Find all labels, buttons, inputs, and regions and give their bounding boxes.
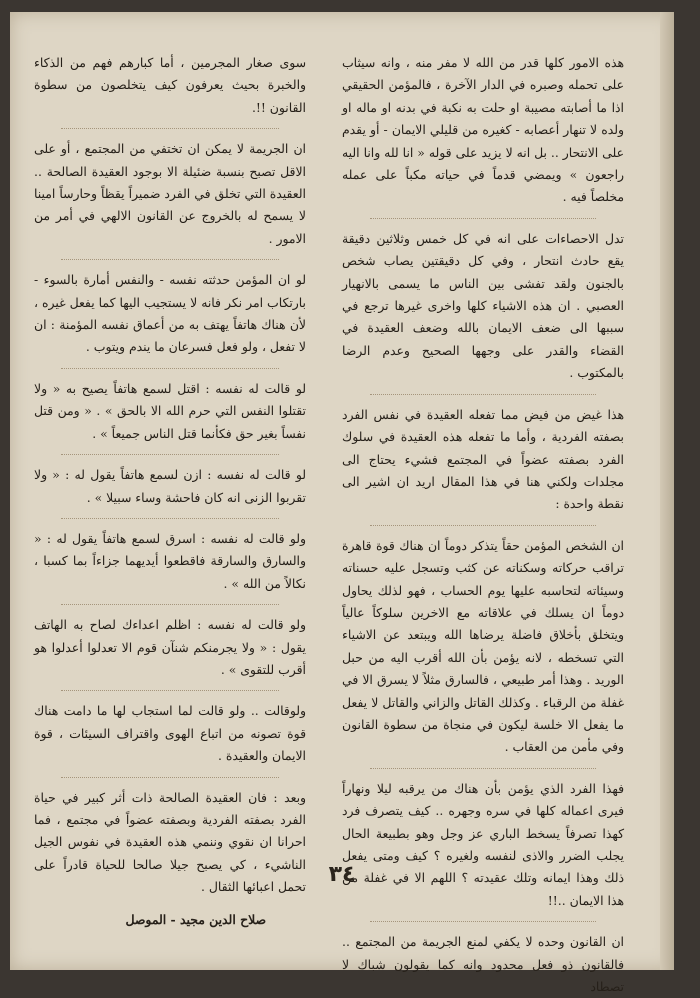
right-paragraph-1: هذه الامور كلها قدر من الله لا مفر منه ، وانه سيثاب على تحمله وصبره في الدار الآخرة ، فالمؤمن الحقيقي اذا ما أصابته مصيبة او حلت به نكبة في بدنه او ماله او ولده لا تنهار أعصابه - كغيره من قليلي الايمان - أو يقدم على الانتحار .. بل انه لا يزيد على قوله « انا لله وانا اليه راجعون » ويمضي قدماً في حياته مكباً على عمله مخلصاً فيه .: [342, 55, 624, 205]
left-paragraph-2: ان الجريمة لا يمكن ان تختفي من المجتمع ، أو على الاقل تصبح بنسبة ضئيلة الا بوجود العقيدة الصالحة .. العقيدة التي تخلق في الفرد ضميراً يقظاً وحارساً امينا لا يسمح له بالخروج عن القانون الالهي في أمر من الامور .: [34, 141, 306, 246]
page-spine: [660, 12, 674, 970]
left-paragraph-7: ولو قالت له نفسه : اظلم اعداءك لصاح به الهاتف يقول : « ولا يجرمنكم شنآن قوم الا تعدلوا أعدلوا هو أقرب للتقوى » .: [34, 617, 306, 677]
right-paragraph-2: تدل الاحصاءات على انه في كل خمس وثلاثين دقيقة يقع حادث انتحار ، وفي كل دقيقتين يصاب شخص بالجنون ولقد تفشى بين الناس ما يسمى بالانهيار العصبي . ان هذه الاشياء كلها واخرى غيرها ترجع في سببها الى ضعف الايمان بالله وضعف العقيدة في القضاء والقدر على وجهها الصحيح وعدم الرضا بالمكتوب .: [342, 230, 624, 381]
page-number: ٣٤: [328, 862, 356, 887]
left-paragraph-5: لو قالت له نفسه : ازن لسمع هاتفاً يقول له : « ولا تقربوا الزنى انه كان فاحشة وساء سبيلا » .: [34, 467, 306, 505]
separator: [61, 259, 279, 260]
right-paragraph-5: فهذا الفرد الذي يؤمن بأن هناك من يرقبه ليلا ونهاراً فيرى اعماله كلها في سره وجهره .. كيف يتصرف فرد كهذا تصرفاً يسخط الباري عز وجل وهو بطبيعة الحال يجلب الضرر والاذى لنفسه ولغيره ؟ كيف ومتى يفعل ذلك وهذا ايمانه وتلك عقيدته ؟ اللهم الا في غفلة من هذا الايمان ..!!: [342, 780, 624, 908]
separator: [370, 525, 596, 526]
separator: [61, 604, 279, 605]
left-paragraph-1: سوى صغار المجرمين ، أما كبارهم فهم من الذكاء والخبرة بحيث يعرفون كيف يتخلصون من سطوة القانون !!.: [34, 55, 306, 115]
left-paragraph-6: ولو قالت له نفسه : اسرق لسمع هاتفاً يقول له : « والسارق والسارقة فاقطعوا أيديهما جزاءاً بما كسبا ، نكالاً من الله » .: [34, 530, 306, 591]
separator: [61, 690, 279, 691]
separator: [61, 128, 279, 129]
separator: [370, 768, 596, 769]
separator: [61, 368, 279, 369]
separator: [370, 218, 596, 219]
author-signature: صلاح الدين مجيد - الموصل: [125, 911, 266, 927]
left-paragraph-4: لو قالت له نفسه : اقتل لسمع هاتفاً يصيح به « ولا تقتلوا النفس التي حرم الله الا بالحق » . « ومن قتل نفساً بغير حق فكأنما قتل الناس جميعاً » .: [34, 380, 306, 441]
separator: [370, 921, 596, 922]
left-column: [34, 52, 306, 931]
left-paragraph-9: وبعد : فان العقيدة الصالحة ذات أثر كبير في حياة الفرد بصفته الفردية وبصفته عضواً في مجتمع ، فما احرانا ان نقوي وننمي هذه العقيدة في نفوس الجيل الناشيء ، كي يصبح جيلا صالحا للحياة قادراً على تحمل اعبائها الثقال .: [34, 789, 306, 895]
right-column: [342, 52, 624, 998]
magazine-page: [10, 12, 674, 995]
right-paragraph-4: ان الشخص المؤمن حقاً يتذكر دوماً ان هناك قوة قاهرة تراقب حركاته وسكناته عن كثب وتسجل عليه حسناته وسيئاته لتحاسبه عليها يوم الحساب ، فهو لذلك يحاول دوماً ان يسلك في علاقاته مع الاخرين سلوكاً عالياً ويتخلق بأخلاق فاضلة يرضاها الله ويبتعد عن الاشياء التي تسخطه ، لانه يؤمن بأن الله أقرب اليه من حبل الوريد . وهذا أمر طبيعي ، فالسارق مثلاً لا يسرق الا في غفلة من الرقباء . وكذلك القاتل والزاني والقاتل لا يفعل ما يفعل الا خلسة ليكون في منجاة من سطوة القانون وفي مأمن من العقاب .: [342, 537, 624, 755]
separator: [370, 394, 596, 395]
right-paragraph-3: هذا غيض من فيض مما تفعله العقيدة في نفس الفرد بصفته الفردية ، وأما ما تفعله هذه العقيدة في سلوك الفرد بصفته عضواً في المجتمع فشيء يحتاج الى مجلدات ولكني هنا في هذا المقال اريد ان اشير الى نقطة واحدة :: [342, 406, 624, 512]
separator: [61, 777, 279, 778]
left-paragraph-8: ولوقالت .. ولو قالت لما استجاب لها ما دامت هناك قوة تصونه من اتباع الهوى واقتراف السيئات ، قوة الايمان والعقيدة .: [34, 703, 306, 764]
separator: [61, 454, 279, 455]
right-paragraph-6: ان القانون وحده لا يكفي لمنع الجريمة من المجتمع .. فالقانون ذو فعل محدود وانه كما يقولون شباك لا تصطاد: [342, 934, 624, 995]
left-paragraph-3: لو ان المؤمن حدثته نفسه - والنفس أمارة بالسوء - بارتكاب امر نكر فانه لا يستجيب اليها كما يفعل غيره ، لأن هناك هاتفاً يهتف به من أعماق نفسه المؤمنة : ان لا تفعل ، ولو فعل فسرعان ما يندم ويتوب .: [34, 272, 306, 355]
separator: [61, 518, 279, 519]
